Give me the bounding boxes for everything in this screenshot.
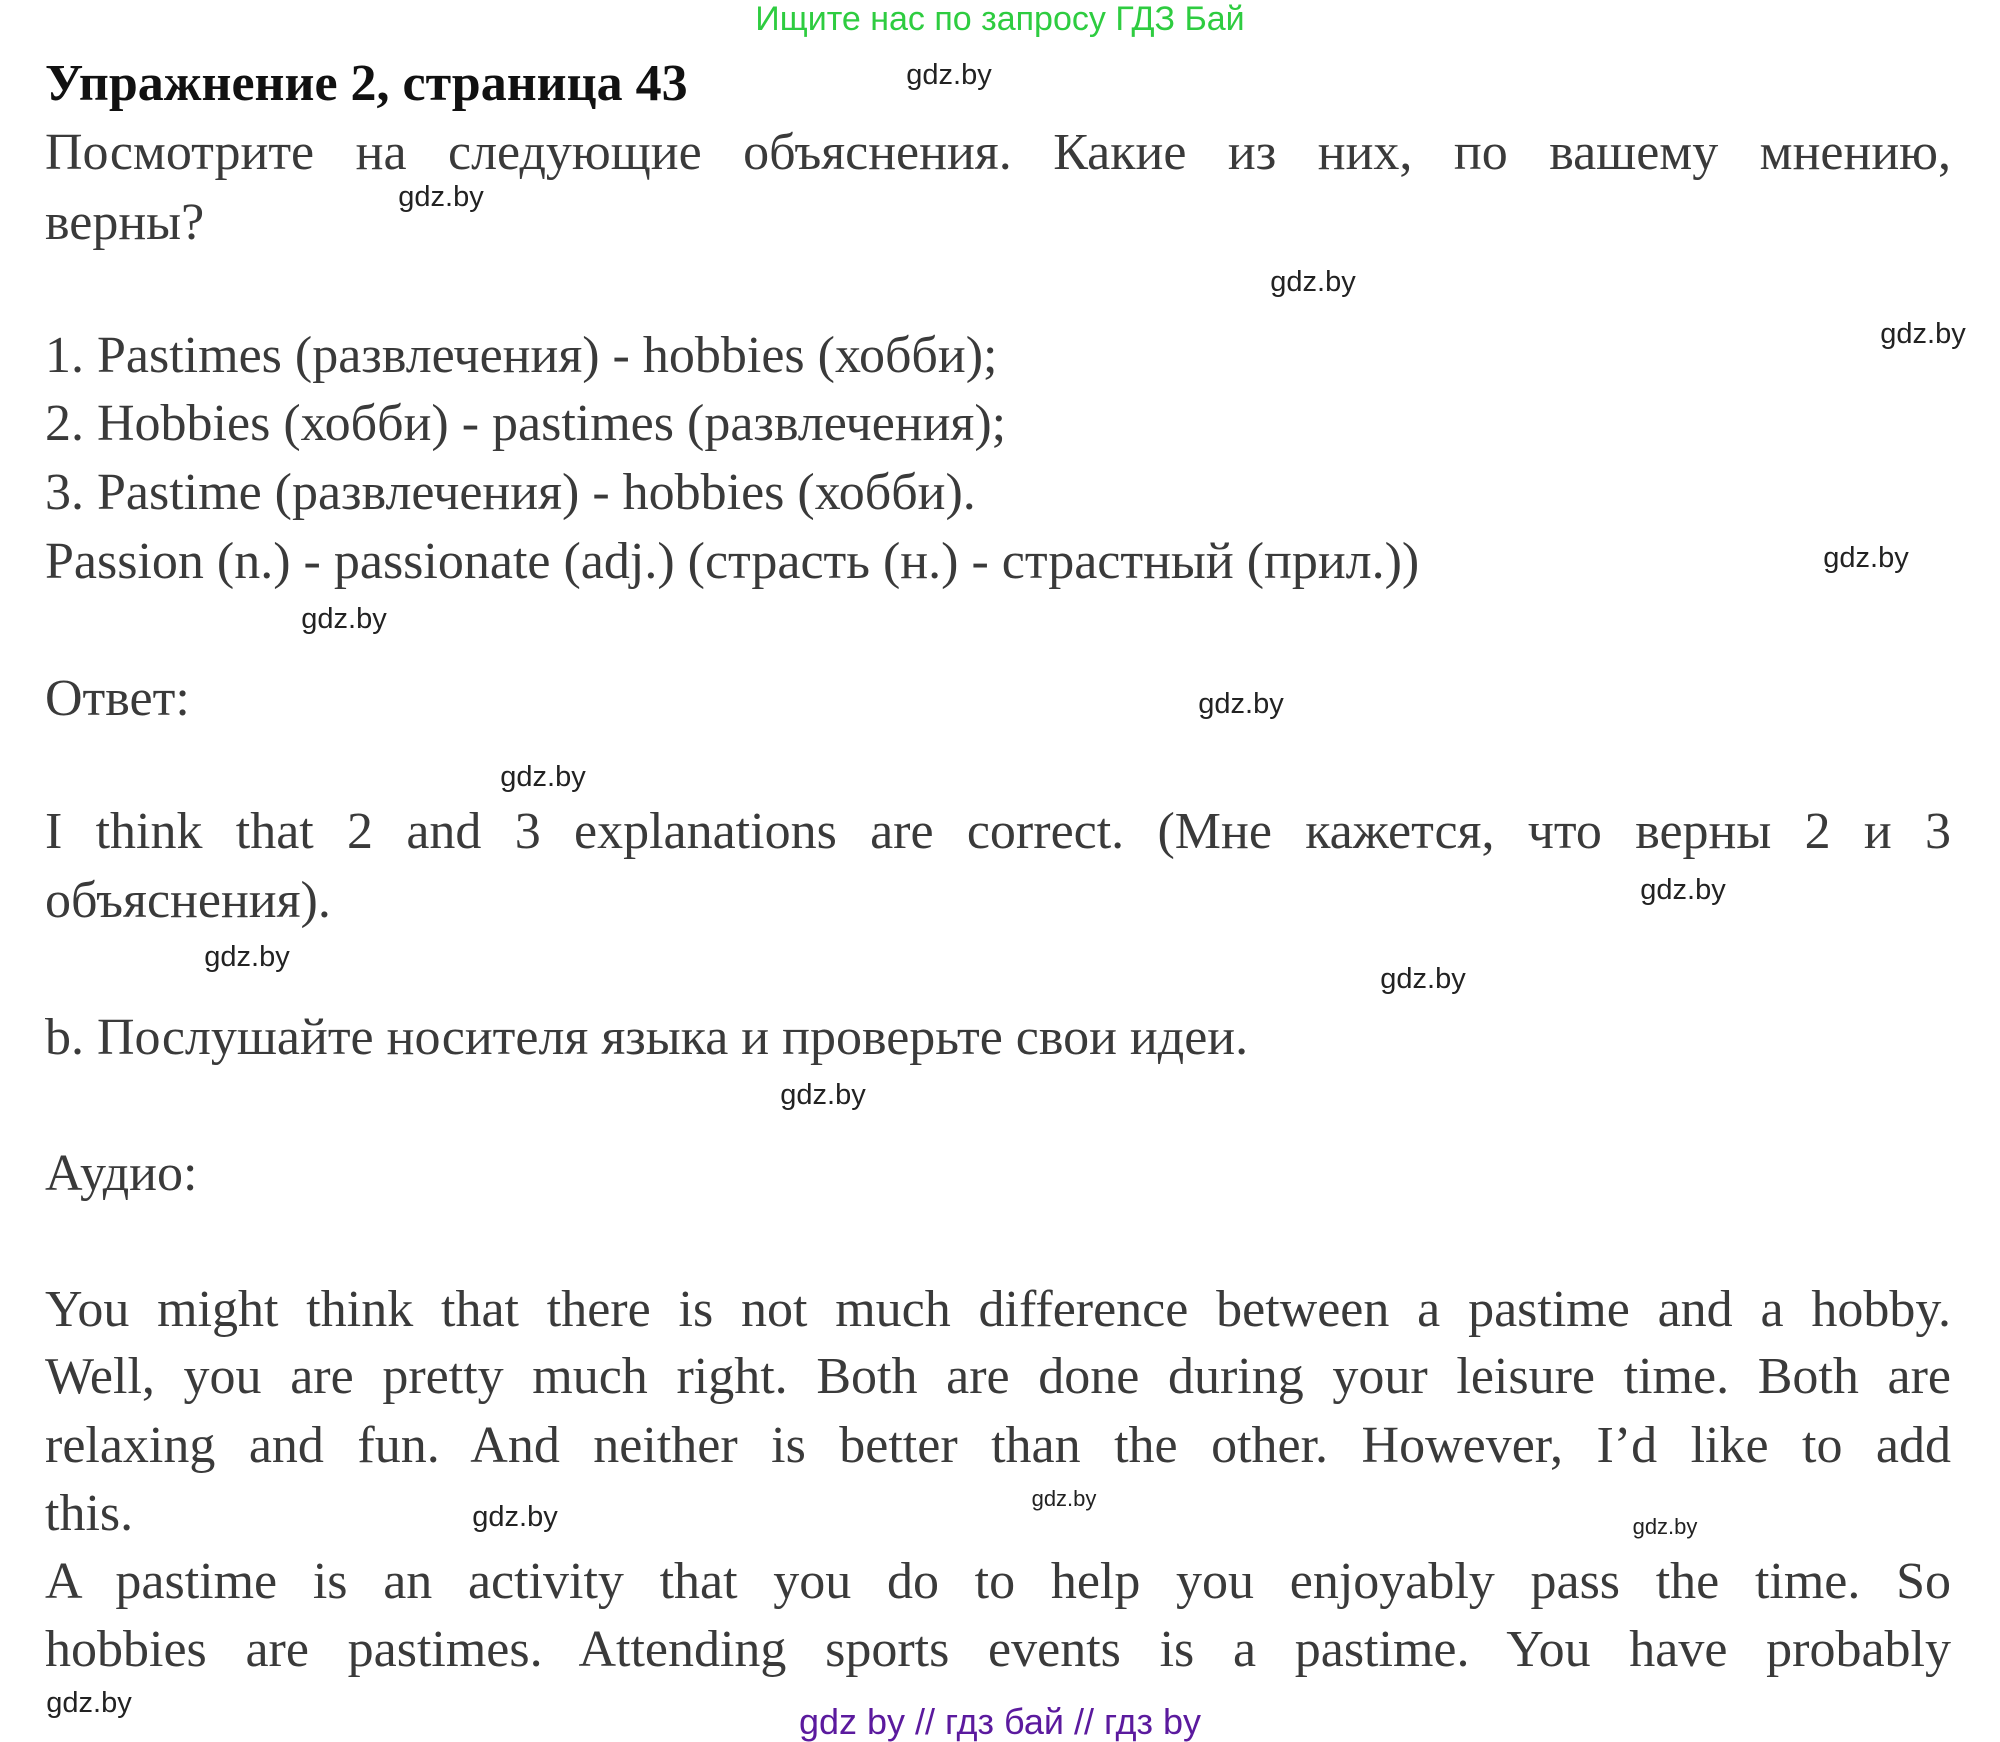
audio-line: You might think that there is not much difference between a pastime and a hobby. (45, 1281, 1951, 1338)
audio-line: hobbies are pastimes. Attending sports events is a pastime. You have probably (45, 1621, 1951, 1678)
watermark: gdz.by (1380, 963, 1466, 995)
option-2: 2. Hobbies (хобби) - pastimes (развлечения); (45, 395, 1007, 452)
watermark: gdz.by (500, 761, 586, 793)
answer-label: Ответ: (45, 670, 190, 727)
audio-label: Аудио: (45, 1145, 198, 1202)
watermark: gdz.by (204, 941, 290, 973)
audio-line: Well, you are pretty much right. Both are done during your leisure time. Both are (45, 1348, 1951, 1405)
watermark: gdz.by (46, 1687, 132, 1719)
audio-line: A pastime is an activity that you do to help you enjoyably pass the time. So (45, 1553, 1951, 1610)
watermark: gdz.by (1198, 688, 1284, 720)
watermark: gdz.by (1823, 542, 1909, 574)
vocab-line: Passion (n.) - passionate (adj.) (страсть (н.) - страстный (прил.)) (45, 533, 1420, 590)
watermark: gdz.by (1640, 874, 1726, 906)
search-banner: Ищите нас по запросу ГДЗ Бай (755, 0, 1245, 38)
option-1: 1. Pastimes (развлечения) - hobbies (хобби); (45, 327, 998, 384)
answer-line: I think that 2 and 3 explanations are correct. (Мне кажется, что верны 2 и 3 (45, 803, 1951, 860)
watermark: gdz.by (301, 603, 387, 635)
watermark: gdz.by (1270, 266, 1356, 298)
watermark: gdz.by (906, 59, 992, 91)
watermark: gdz.by (1632, 1514, 1698, 1539)
watermark: gdz.by (1880, 318, 1966, 350)
watermark: gdz.by (398, 181, 484, 213)
audio-line: this. (45, 1485, 134, 1542)
page-title: Упражнение 2, страница 43 (45, 55, 688, 112)
watermark: gdz.by (780, 1079, 866, 1111)
watermark: gdz.by (472, 1501, 558, 1533)
answer-line: объяснения). (45, 872, 331, 929)
audio-line: relaxing and fun. And neither is better than the other. However, I’d like to add (45, 1417, 1951, 1474)
task-line: верны? (45, 194, 205, 251)
task-b: b. Послушайте носителя языка и проверьте свои идеи. (45, 1009, 1249, 1066)
option-3: 3. Pastime (развлечения) - hobbies (хобби). (45, 464, 976, 521)
footer-links: gdz by // гдз бай // гдз by (798, 1701, 1202, 1742)
task-line: Посмотрите на следующие объяснения. Какие из них, по вашему мнению, (45, 124, 1951, 181)
watermark: gdz.by (1031, 1486, 1097, 1511)
